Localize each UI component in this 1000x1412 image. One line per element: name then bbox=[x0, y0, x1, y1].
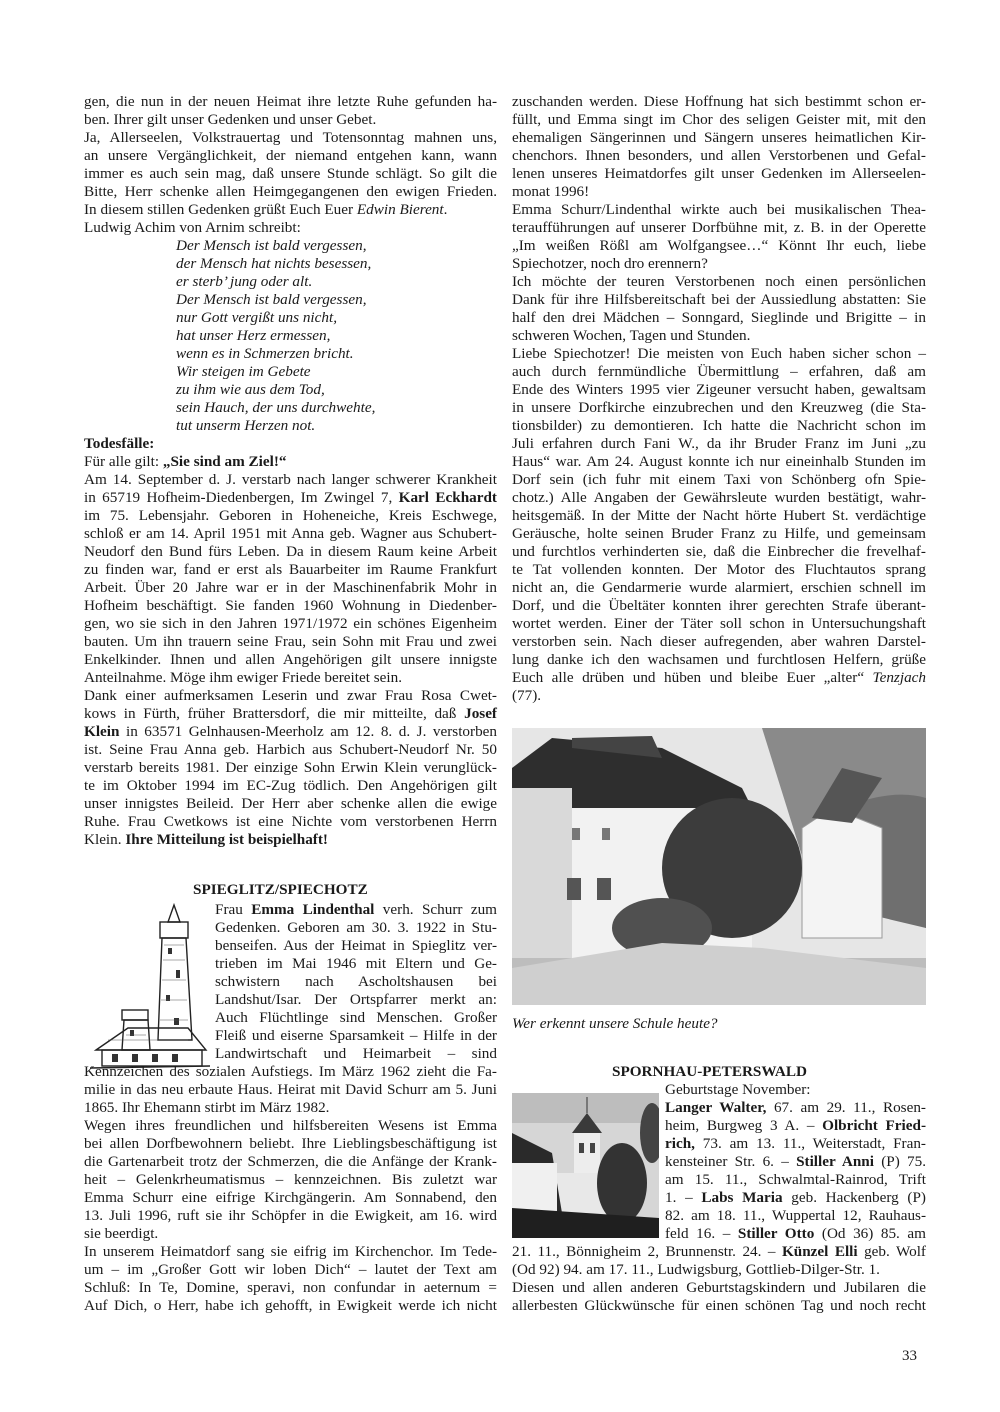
text-line bbox=[84, 1063, 497, 1081]
text-run: half den drei Mädchen – Sonngard, Sieglinde und Brigitte – in bbox=[512, 309, 926, 326]
text-line bbox=[512, 543, 926, 561]
text-run: Neudorf den Bund fürs Leben. Da in diesem Raum keine Arbeit bbox=[84, 543, 497, 560]
text-run: heitsgemäß. In der Mitte der Nacht hörte Hubert St. verdächtige bbox=[512, 507, 926, 524]
text-run: Dorf, und die Übeltäter konnten ihrer gerechten Strafe überant- bbox=[512, 597, 926, 614]
text-line bbox=[512, 327, 926, 345]
text-line bbox=[512, 687, 926, 705]
text-run: wenn es in Schmerzen bricht. bbox=[176, 345, 354, 362]
text-run: (Od 36) 85. am bbox=[814, 1225, 926, 1242]
text-run: In unserem Heimatdorf sang sie eifrig im Kirchenchor. Im Tede- bbox=[84, 1243, 497, 1260]
text-line bbox=[84, 147, 497, 165]
text-run: kows in Fürth, früher Brattersdorf, die mir mitteilte, daß bbox=[84, 705, 465, 722]
bold-text: Langer Walter, bbox=[665, 1099, 767, 1116]
text-run: chenchors. Ihnen besonders, und allen Verstorbenen und Gefal- bbox=[512, 147, 926, 164]
text-run: Wegen ihres freundlichen und hilfsbereiten Wesens ist Emma bbox=[84, 1117, 497, 1134]
text-line bbox=[84, 561, 497, 579]
text-line bbox=[665, 1171, 926, 1189]
text-run: gen, wo sie sich in den Jahren 1971/1972 ein schönes Eigenheim bbox=[84, 615, 497, 632]
text-line bbox=[665, 1189, 926, 1207]
text-line bbox=[215, 973, 497, 991]
text-line bbox=[84, 813, 497, 831]
italic-text: Edwin Bierent bbox=[356, 201, 444, 218]
text-line bbox=[84, 687, 497, 705]
text-run: der Mensch hat nichts besessen, bbox=[176, 255, 372, 272]
section-heading-spieglitz: SPIEGLITZ/SPIECHOTZ bbox=[193, 881, 368, 898]
text-run: „Im weißen Rößl am Wolfgangsee…“ Könnt Ihr euch, liebe bbox=[512, 237, 926, 254]
text-run: 67. am 29. 11., Rosen- bbox=[766, 1099, 926, 1116]
text-run: in 63571 Gelnhausen-Meerholz am 12. 8. d. J. verstorben bbox=[119, 723, 497, 740]
text-run: (77). bbox=[512, 687, 542, 704]
text-line bbox=[215, 1009, 497, 1027]
text-run: Ich möchte der teuren Verstorbenen noch einen persönlichen bbox=[512, 273, 926, 290]
text-line bbox=[512, 1279, 926, 1297]
text-line bbox=[84, 219, 497, 237]
text-line bbox=[84, 615, 497, 633]
text-line bbox=[84, 597, 497, 615]
bold-text: Stiller Otto bbox=[737, 1225, 815, 1242]
text-run: 1. – bbox=[665, 1189, 702, 1206]
text-line bbox=[84, 723, 497, 741]
text-run: (Od 92) 94. am 17. 11., Ludwigsburg, Gottlieb-Dilger-Str. 1. bbox=[512, 1261, 880, 1278]
school-photo bbox=[512, 728, 926, 1005]
text-run: Landshut/Isar. Der Ortspfarrer merkt an: bbox=[215, 991, 497, 1008]
text-run: geb. Hackenberg (P) bbox=[782, 1189, 926, 1206]
text-line bbox=[665, 1099, 926, 1117]
spornhau-wrapped-text bbox=[665, 1081, 926, 1243]
text-run: im 75. Lebensjahr. Geboren in Hoheneiche, Kreis Eschwege, bbox=[84, 507, 497, 524]
text-line bbox=[665, 1081, 926, 1099]
text-line bbox=[84, 705, 497, 723]
text-run: schwistern nach Ascholtshausen bei bbox=[215, 973, 497, 990]
text-run: 13. Juli 1996, ruft sie ihr Schöpfer in die Ewigkeit, am 16. wird bbox=[84, 1207, 497, 1224]
text-line bbox=[512, 489, 926, 507]
text-line bbox=[512, 633, 926, 651]
text-line bbox=[84, 633, 497, 651]
text-line bbox=[215, 937, 497, 955]
text-line bbox=[176, 345, 496, 363]
text-line bbox=[215, 901, 497, 919]
text-line bbox=[84, 1207, 497, 1225]
text-run: . bbox=[443, 201, 448, 218]
text-run: Hofheim beschäftigt. Sie fanden 1960 Wohnung in Diedenber- bbox=[84, 597, 497, 614]
text-run: verstarb bereits 1981. Der einzige Sohn Erwin Klein verunglück- bbox=[84, 759, 497, 776]
text-line bbox=[512, 201, 926, 219]
text-run: in 65719 Hofheim-Diedenbergen, Im Zwingel 7, bbox=[84, 489, 399, 506]
intro-text bbox=[84, 93, 497, 237]
text-line bbox=[84, 1171, 497, 1189]
bold-text: rich, bbox=[665, 1135, 695, 1152]
text-run: Der Mensch ist bald vergessen, bbox=[176, 291, 367, 308]
text-run: schloß er am 14. April 1951 mit Anna geb. Wagner aus Schubert- bbox=[84, 525, 497, 542]
text-run: lenen unseres Heimatdorfes gilt unser Gedenken im Allerseelen- bbox=[512, 165, 926, 182]
text-run: allerbesten Glückwünsche für einen schönen Tag und noch recht bbox=[512, 1297, 926, 1314]
text-run: Juli erfahren durch Fani W., da ihr Bruder Franz im Juni „zu bbox=[512, 435, 926, 452]
text-run: zu ihm wie aus dem Tod, bbox=[176, 381, 325, 398]
bold-text: Karl Eckhardt bbox=[398, 489, 497, 506]
text-run: Wir steigen im Gebete bbox=[176, 363, 311, 380]
bold-text: Todesfälle: bbox=[84, 435, 155, 452]
text-line bbox=[84, 651, 497, 669]
bold-text: Josef bbox=[464, 705, 497, 722]
text-line bbox=[176, 327, 496, 345]
text-run: Dank für ihre Hilfsbereitschaft bei der Aussiedlung abstatten: Sie bbox=[512, 291, 926, 308]
text-run: Kennzeichen des sozialen Aufstiegs. Im März 1962 zieht die Fa- bbox=[84, 1063, 497, 1080]
text-run: Liebe Spiechotzer! Die meisten von Euch haben sicher schon – bbox=[512, 345, 926, 362]
photo-caption: Wer erkennt unsere Schule heute? bbox=[512, 1015, 718, 1032]
spornhau-text bbox=[512, 1243, 926, 1315]
text-line bbox=[512, 363, 926, 381]
text-line bbox=[84, 831, 497, 849]
text-run: 1865. Ihr Ehemann stirbt im März 1982. bbox=[84, 1099, 330, 1116]
text-line bbox=[512, 165, 926, 183]
text-line bbox=[665, 1225, 926, 1243]
text-line bbox=[215, 1027, 497, 1045]
text-line bbox=[512, 579, 926, 597]
text-line bbox=[84, 579, 497, 597]
text-line bbox=[84, 759, 497, 777]
text-run: te im Oktober 1994 im EC-Zug tödlich. Den Angehörigen gilt bbox=[84, 777, 497, 794]
text-line bbox=[215, 955, 497, 973]
text-line bbox=[512, 183, 926, 201]
text-run: ben. Ihrer gilt unser Gedenken und unser Gebet. bbox=[84, 111, 377, 128]
text-run: kensteiner Str. 6. – bbox=[665, 1153, 797, 1170]
text-run: Bitte, Herr schenke allen Heimgegangenen den ewigen Frieden. bbox=[84, 183, 497, 200]
text-line bbox=[84, 183, 497, 201]
text-run: Auch Flüchtlinge sind Menschen. Großer bbox=[215, 1009, 497, 1026]
text-run: Ruhe. Frau Cwetkows ist eine Nichte vom verstorbenen Herrn bbox=[84, 813, 497, 830]
text-run: Arbeit. Über 20 Jahre war er in der Maschinenfabrik Mohr in bbox=[84, 579, 497, 596]
text-run: Klein. bbox=[84, 831, 126, 848]
text-line bbox=[84, 471, 497, 489]
text-run: bauten. Um ihn trauern seine Frau, sein Sohn mit Frau und zwei bbox=[84, 633, 497, 650]
text-run: Geräusche, holte seinen Bruder Franz zu Hilfe, und gemeinsam bbox=[512, 525, 926, 542]
text-run: Spiechotzer, noch dro erennern? bbox=[512, 255, 708, 272]
text-line bbox=[512, 129, 926, 147]
text-line bbox=[84, 777, 497, 795]
text-line bbox=[84, 525, 497, 543]
text-line bbox=[84, 1189, 497, 1207]
text-line bbox=[84, 507, 497, 525]
text-run: schweren Wochen, Tagen und Stunden. bbox=[512, 327, 751, 344]
text-run: chotz.) Alle Angaben der Gewährsleute wurden bestätigt, wahr- bbox=[512, 489, 926, 506]
text-run: 73. am 13. 11., Weiterstadt, Fran- bbox=[694, 1135, 926, 1152]
text-run: bei allen Dorfbewohnern beliebt. Ihre Lieblingsbeschäftigung ist bbox=[84, 1135, 497, 1152]
deaths-section bbox=[84, 435, 497, 849]
text-run: (P) 75. bbox=[873, 1153, 926, 1170]
text-run: Anteilnahme. Möge ihm ewiger Friede bereitet sein. bbox=[84, 669, 402, 686]
text-line bbox=[512, 507, 926, 525]
bold-text: Olbricht Fried- bbox=[822, 1117, 926, 1134]
text-run: teraufführungen auf unserer Dorfbühne mit, z. B. in der Operette bbox=[512, 219, 926, 236]
text-line bbox=[84, 1225, 497, 1243]
italic-text: Tenzjach bbox=[872, 669, 926, 686]
text-line bbox=[84, 165, 497, 183]
text-line bbox=[665, 1207, 926, 1225]
text-run: unser innigstes Beileid. Der Herr aber schenke allen die ewige bbox=[84, 795, 497, 812]
text-line bbox=[512, 453, 926, 471]
text-run: ist. Seine Frau Anna geb. Harbich aus Schubert-Neudorf Nr. 50 bbox=[84, 741, 497, 758]
text-run: auch durch fernmündliche Übermittlung – erfahren, daß am bbox=[512, 363, 926, 380]
text-line bbox=[512, 147, 926, 165]
text-line bbox=[84, 1279, 497, 1297]
bold-text: „Sie sind am Ziel!“ bbox=[162, 453, 287, 470]
text-run: zuschanden werden. Diese Hoffnung hat sich bestimmt schon er- bbox=[512, 93, 926, 110]
text-line bbox=[512, 525, 926, 543]
text-run: verstorben sein. Nach dieser aufregenden, aber wahren Darstel- bbox=[512, 633, 926, 650]
text-line bbox=[84, 435, 497, 453]
text-line bbox=[512, 471, 926, 489]
tower-drawing bbox=[88, 900, 213, 1072]
bold-text: Ihre Mitteilung ist beispielhaft! bbox=[125, 831, 328, 848]
text-line bbox=[512, 561, 926, 579]
spieglitz-text bbox=[84, 1063, 497, 1315]
text-run: in unsere Dorfkirche einzubrechen und den Kreuzweg (die Sta- bbox=[512, 399, 926, 416]
text-run: Der Mensch ist bald vergessen, bbox=[176, 237, 367, 254]
right-column-text bbox=[512, 93, 926, 705]
text-run: geb. Wolf bbox=[857, 1243, 926, 1260]
spieglitz-wrapped-text bbox=[215, 901, 497, 1063]
text-run: Am 14. September d. J. verstarb nach langer schwerer Krankheit bbox=[84, 471, 497, 488]
text-run: heit – Gelenkrheumatismus – kennzeichnen. Bis zuletzt war bbox=[84, 1171, 497, 1188]
text-line bbox=[512, 669, 926, 687]
text-line bbox=[84, 201, 497, 219]
text-line bbox=[84, 1099, 497, 1117]
text-line bbox=[176, 273, 496, 291]
text-run: Schluß: In Te, Domine, speravi, non confundar in aeternum = bbox=[84, 1279, 497, 1296]
text-run: Fleiß und eiserne Sparsamkeit – Hilfe in der bbox=[215, 1027, 497, 1044]
text-line bbox=[512, 345, 926, 363]
text-line bbox=[512, 1261, 926, 1279]
text-line bbox=[512, 219, 926, 237]
text-line bbox=[84, 1117, 497, 1135]
text-line bbox=[512, 255, 926, 273]
text-run: tut unserm Herzen not. bbox=[176, 417, 316, 434]
text-run: verh. Schurr zum bbox=[374, 901, 497, 918]
text-line bbox=[176, 237, 496, 255]
text-line bbox=[215, 991, 497, 1009]
text-run: Für alle gilt: bbox=[84, 453, 163, 470]
text-line bbox=[215, 1045, 497, 1063]
text-line bbox=[176, 363, 496, 381]
church-photo bbox=[512, 1093, 659, 1238]
text-line bbox=[665, 1135, 926, 1153]
poem bbox=[176, 237, 496, 435]
text-line bbox=[84, 669, 497, 687]
text-line bbox=[84, 1297, 497, 1315]
text-line bbox=[84, 1261, 497, 1279]
text-run: feld 16. – bbox=[665, 1225, 738, 1242]
text-line bbox=[512, 93, 926, 111]
text-line bbox=[84, 453, 497, 471]
text-line bbox=[176, 309, 496, 327]
text-line bbox=[512, 309, 926, 327]
text-run: Enkelkinder. Ihnen und allen Angehörigen gilt unsere innigste bbox=[84, 651, 497, 668]
text-run: füllt, und Emma singt im Chor des seligen Geister mit, mit den bbox=[512, 111, 926, 128]
text-line bbox=[84, 795, 497, 813]
section-heading-spornhau: SPORNHAU-PETERSWALD bbox=[612, 1063, 807, 1080]
bold-text: Stiller Anni bbox=[796, 1153, 874, 1170]
text-line bbox=[84, 1153, 497, 1171]
text-line bbox=[512, 381, 926, 399]
text-line bbox=[84, 489, 497, 507]
text-line bbox=[176, 381, 496, 399]
text-line bbox=[84, 741, 497, 759]
text-run: Diesen und allen anderen Geburtstagskindern und Jubilaren die bbox=[512, 1279, 926, 1296]
text-run: lung danke ich den wachsamen und furchtlosen Helfern, grüße bbox=[512, 651, 926, 668]
text-line bbox=[176, 399, 496, 417]
bold-text: Künzel Elli bbox=[781, 1243, 858, 1260]
text-line bbox=[84, 543, 497, 561]
text-line bbox=[512, 111, 926, 129]
text-run: an unsere Vergänglichkeit, der niemand entgehen kann, wann bbox=[84, 147, 497, 164]
text-run: Ludwig Achim von Arnim schreibt: bbox=[84, 219, 301, 236]
text-run: Emma Schurr/Lindenthal wirkte auch bei musikalischen Thea- bbox=[512, 201, 926, 218]
text-line bbox=[84, 1243, 497, 1261]
text-run: nicht an, die Gendarmerie wurde alarmiert, erschien schnell im bbox=[512, 579, 926, 596]
text-run: hat unser Herz ermessen, bbox=[176, 327, 331, 344]
text-line bbox=[176, 417, 496, 435]
text-run: trieben im Mai 1946 mit Eltern und Ge- bbox=[215, 955, 497, 972]
text-run: 82. am 18. 11., Wuppertal 12, Rauhaus- bbox=[665, 1207, 926, 1224]
text-run: benseifen. Aus der Heimat in Spieglitz ver- bbox=[215, 937, 497, 954]
text-line bbox=[512, 435, 926, 453]
text-line bbox=[215, 919, 497, 937]
text-line bbox=[665, 1153, 926, 1171]
text-run: In diesem stillen Gedenken grüßt Euch Euer bbox=[84, 201, 357, 218]
text-run: sie beerdigt. bbox=[84, 1225, 159, 1242]
text-line bbox=[512, 1243, 926, 1261]
text-run: Dank einer aufmerksamen Leserin und zwar Frau Rosa Cwet- bbox=[84, 687, 497, 704]
text-line bbox=[512, 615, 926, 633]
text-run: tionsbilder) zu demontieren. Ich hatte die Nachricht schon im bbox=[512, 417, 926, 434]
text-line bbox=[84, 93, 497, 111]
text-line bbox=[512, 651, 926, 669]
text-line bbox=[512, 417, 926, 435]
text-run: monat 1996! bbox=[512, 183, 590, 200]
text-run: immer es auch sein mag, daß unsere Stunde schlägt. So gilt die bbox=[84, 165, 497, 182]
text-run: gen, die nun in der neuen Heimat ihre letzte Ruhe gefunden ha- bbox=[84, 93, 497, 110]
text-run: Geburtstage November: bbox=[665, 1081, 811, 1098]
text-run: Dorf sein (ich fuhr mit einem Taxi von Schönberg ofn Spie- bbox=[512, 471, 926, 488]
text-run: milie in das neu erbaute Haus. Heirat mit David Schurr am 5. Juni bbox=[84, 1081, 497, 1098]
text-line bbox=[512, 291, 926, 309]
text-run: Haus“ war. Am 24. August konnte ich nur eineinhalb Stunden im bbox=[512, 453, 926, 470]
bold-text: Labs Maria bbox=[701, 1189, 783, 1206]
text-line bbox=[512, 237, 926, 255]
text-run: Euch alle drüben und hüben und bleibe Euer „alter“ bbox=[512, 669, 873, 686]
text-run: Ende des Winters 1995 vier Zigeuner versucht haben, gewaltsam bbox=[512, 381, 926, 398]
text-line bbox=[512, 273, 926, 291]
text-run: wortet werden. Einer der Täter soll schon in Untersuchungshaft bbox=[512, 615, 926, 632]
text-run: Gedenken. Geboren am 30. 3. 1922 in Stu- bbox=[215, 919, 497, 936]
text-run: 21. 11., Bönnigheim 2, Brunnenstr. 24. – bbox=[512, 1243, 782, 1260]
text-run: die Gartenarbeit trotz der Schmerzen, die die Anfänge der Krank- bbox=[84, 1153, 497, 1170]
bold-text: Emma Lindenthal bbox=[251, 901, 375, 918]
text-run: ehemaligen Sängerinnen und Sängern unseres heimatlichen Kir- bbox=[512, 129, 926, 146]
text-run: sein Hauch, der uns durchwehte, bbox=[176, 399, 376, 416]
text-run: und furchtlos verhinderten sie, daß die Einbrecher die frevelhaf- bbox=[512, 543, 926, 560]
text-run: Landwirtschaft und Heimarbeit – sind bbox=[215, 1045, 497, 1062]
bold-text: Klein bbox=[84, 723, 120, 740]
text-run: Frau bbox=[215, 901, 252, 918]
text-line bbox=[84, 129, 497, 147]
text-line bbox=[176, 255, 496, 273]
text-run: Auf Dich, o Herr, habe ich gehofft, in Ewigkeit werde ich nicht bbox=[84, 1297, 497, 1314]
text-line bbox=[84, 1081, 497, 1099]
text-line bbox=[512, 1297, 926, 1315]
text-run: te Tat vollenden konnten. Der Motor des Fluchtautos sprang bbox=[512, 561, 926, 578]
text-run: er sterb’ jung oder alt. bbox=[176, 273, 313, 290]
page-number: 33 bbox=[902, 1348, 917, 1364]
text-run: um – im „Großer Gott wir loben Dich“ – lautet der Text am bbox=[84, 1261, 497, 1278]
text-line bbox=[84, 111, 497, 129]
text-run: heim, Burgweg 3 A. – bbox=[665, 1117, 823, 1134]
text-line bbox=[176, 291, 496, 309]
text-run: nur Gott vergißt uns nicht, bbox=[176, 309, 338, 326]
text-run: zu finden war, fand er erst als Bauarbeiter im Raume Frankfurt bbox=[84, 561, 497, 578]
text-line bbox=[84, 1135, 497, 1153]
text-line bbox=[512, 399, 926, 417]
text-line bbox=[665, 1117, 926, 1135]
text-run: Emma Schurr eine eifrige Kirchgängerin. Am Sonnabend, den bbox=[84, 1189, 497, 1206]
text-line bbox=[512, 597, 926, 615]
text-run: am 15. 11., Schwalmtal-Rainrod, Trift bbox=[665, 1171, 926, 1188]
text-run: Ja, Allerseelen, Volkstrauertag und Totensonntag mahnen uns, bbox=[84, 129, 497, 146]
